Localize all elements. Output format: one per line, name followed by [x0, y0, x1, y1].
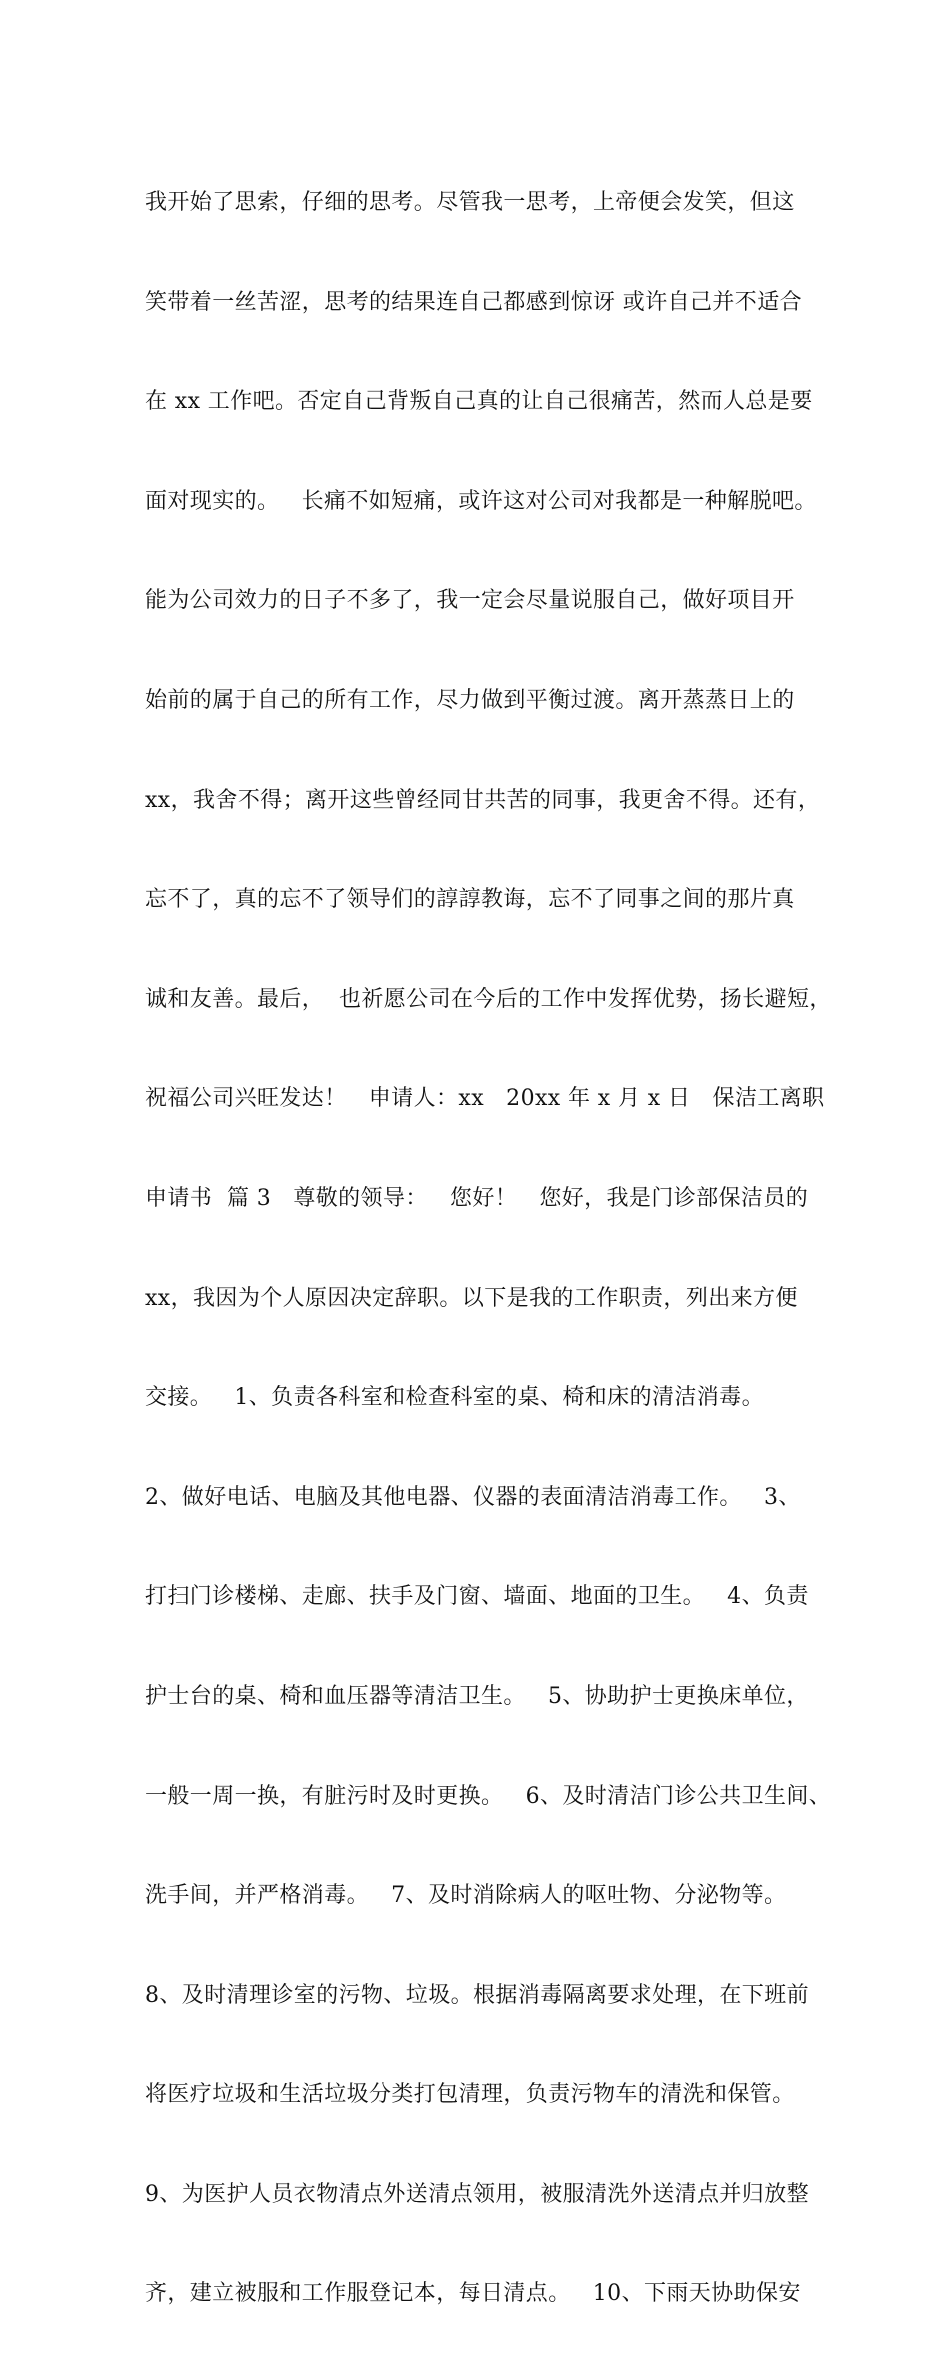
text-line: 一般一周一换，有脏污时及时更换。 6、及时清洁门诊公共卫生间、 — [145, 1783, 832, 1809]
text-line: 祝福公司兴旺发达！ 申请人：xx 20xx 年 x 月 x 日 保洁工离职 — [145, 1086, 825, 1112]
text-line: 在 xx 工作吧。否定自己背叛自己真的让自己很痛苦，然而人总是要 — [145, 389, 813, 415]
text-line: xx，我舍不得；离开这些曾经同甘共苦的同事，我更舍不得。还有， — [145, 787, 821, 813]
document-body — [145, 128, 835, 2369]
text-line: 申请书 篇 3 尊敬的领导： 您好！ 您好，我是门诊部保洁员的 — [145, 1185, 809, 1211]
text-line: 始前的属于自己的所有工作，尽力做到平衡过渡。离开蒸蒸日上的 — [145, 687, 795, 713]
text-line: 笑带着一丝苦涩，思考的结果连自己都感到惊讶 或许自己并不适合 — [145, 289, 802, 315]
text-line: 8、及时清理诊室的污物、垃圾。根据消毒隔离要求处理，在下班前 — [145, 1982, 809, 2008]
text-line: 面对现实的。 长痛不如短痛，或许这对公司对我都是一种解脱吧。 — [145, 488, 817, 514]
text-line: 能为公司效力的日子不多了，我一定会尽量说服自己，做好项目开 — [145, 588, 795, 614]
text-line: 忘不了，真的忘不了领导们的諄諄教诲，忘不了同事之间的那片真 — [145, 887, 795, 913]
text-line: 打扫门诊楼梯、走廊、扶手及门窗、墙面、地面的卫生。 4、负责 — [145, 1584, 809, 1610]
text-line: 齐，建立被服和工作服登记本，每日清点。 10、下雨天协助保安 — [145, 2281, 801, 2307]
text-line: xx，我因为个人原因决定辞职。以下是我的工作职责，列出来方便 — [145, 1285, 798, 1311]
text-line: 将医疗垃圾和生活垃圾分类打包清理，负责污物车的清洗和保管。 — [145, 2082, 795, 2108]
text-line: 9、为医护人员衣物清点外送清点领用，被服清洗外送清点并归放整 — [145, 2181, 809, 2207]
text-line: 我开始了思索，仔细的思考。尽管我一思考，上帝便会发笑，但这 — [145, 190, 795, 215]
text-line: 交接。 1、负责各科室和检查科室的桌、椅和床的清洁消毒。 — [145, 1385, 764, 1411]
text-line: 护士台的桌、椅和血压器等清洁卫生。 5、协助护士更换床单位， — [145, 1683, 809, 1709]
text-line: 诚和友善。最后， 也祈愿公司在今后的工作中发挥优势，扬长避短， — [145, 986, 832, 1012]
text-line: 洗手间，并严格消毒。 7、及时消除病人的呕吐物、分泌物等。 — [145, 1883, 787, 1909]
text-line: 2、做好电话、电脑及其他电器、仪器的表面清洁消毒工作。 3、 — [145, 1484, 801, 1510]
